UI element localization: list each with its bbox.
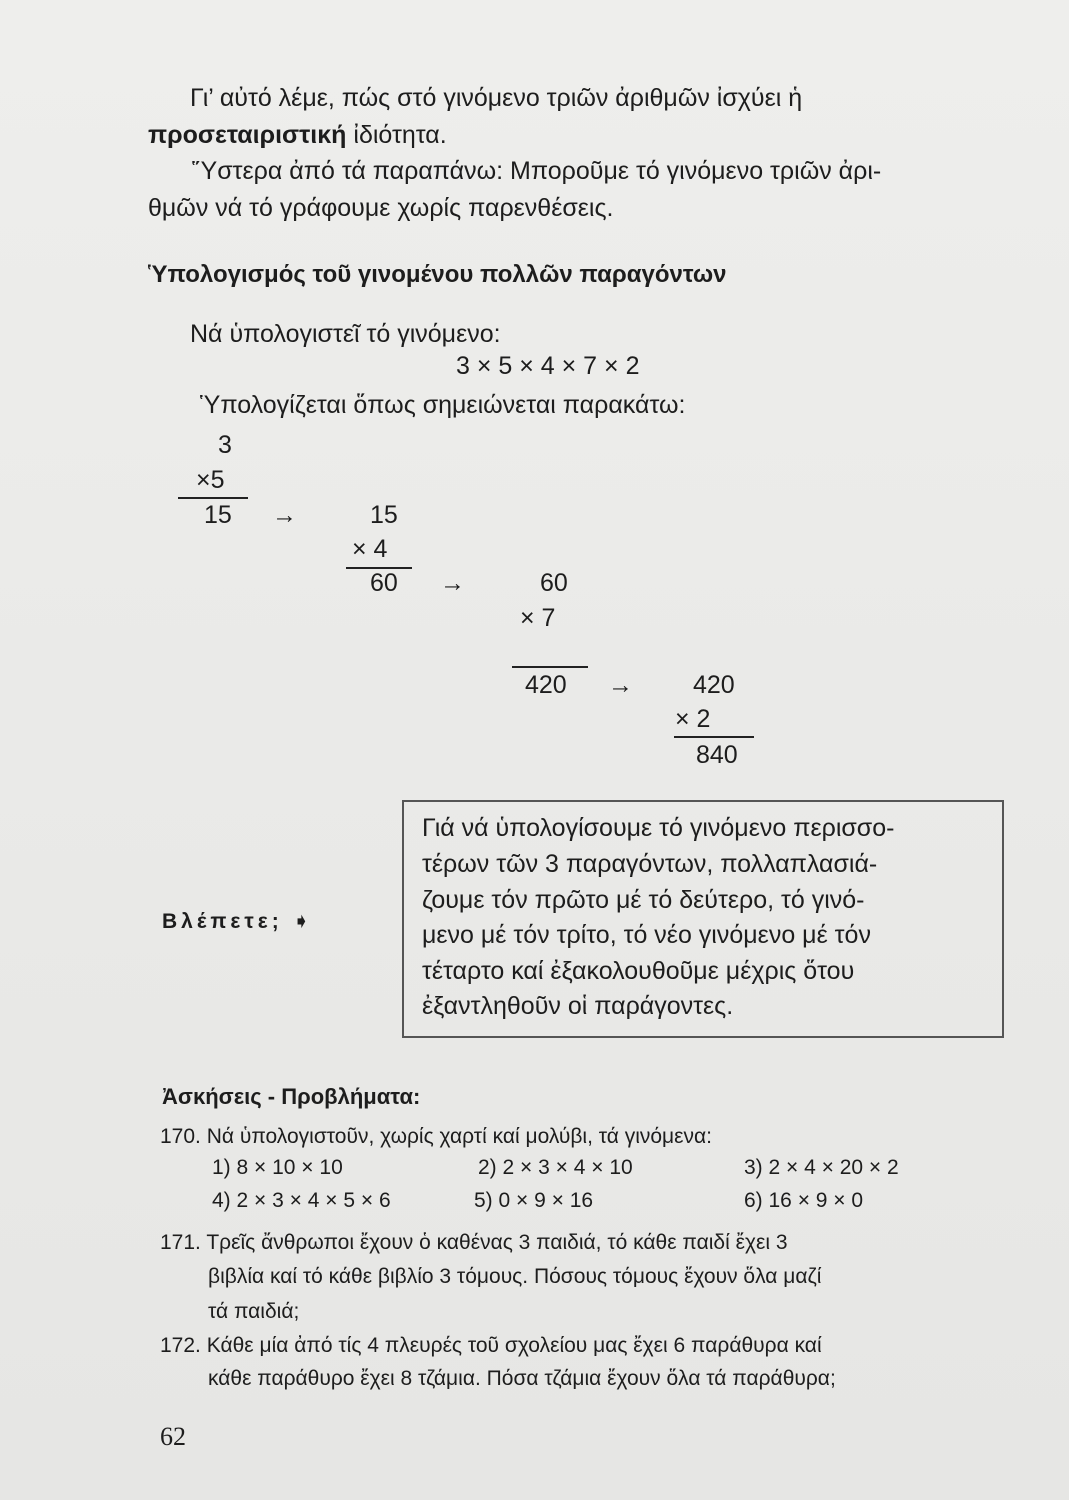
intro-line-2 (148, 117, 447, 153)
exercise-172-line-2: κάθε παράθυρο ἔχει 8 τζάμια. Πόσα τζάμια ἔχουν ὅλα τά παράθυρα; (208, 1367, 836, 1390)
pointer-icon: ➧ (292, 910, 315, 933)
rule-box-line-1: Γιά νά ὑπολογίσουμε τό γινόμενο περισσο- (422, 814, 895, 842)
rule-box-line-4: μενο μέ τόν τρίτο, τό νέο γινόμενο μέ τόν (422, 921, 871, 949)
intro-line-1: Γι’ αὐτό λέμε, πώς στό γινόμενο τριῶν ἀριθμῶν ἰσχύει ἡ (190, 84, 803, 112)
exercise-170-item-2: 2) 2 × 3 × 4 × 10 (478, 1156, 633, 1179)
method-text: Ὑπολογίζεται ὅπως σημειώνεται παρακάτω: (200, 391, 686, 419)
rule-box-line-5: τέταρτο καί ἐξακολουθοῦμε μέχρις ὅτου (422, 957, 855, 985)
calc-step3-result: 420 (525, 671, 567, 699)
exercise-171-line-3: τά παιδιά; (208, 1300, 300, 1323)
arrow-2: → (440, 569, 465, 597)
exercise-171-line-1: 171. Τρεῖς ἄνθρωποι ἔχουν ὁ καθένας 3 παιδιά, τό κάθε παιδί ἔχει 3 (160, 1231, 788, 1254)
calc-step2-result: 60 (370, 569, 398, 597)
task-text: Νά ὑπολογιστεῖ τό γινόμενο: (190, 320, 501, 348)
calc-step3-mult: × 7 (520, 604, 556, 632)
calc-step1-top: 3 (218, 431, 232, 459)
exercise-170-item-4: 4) 2 × 3 × 4 × 5 × 6 (212, 1189, 391, 1212)
product-expression: 3 × 5 × 4 × 7 × 2 (456, 352, 640, 380)
calc-step3-rule (512, 666, 588, 668)
see-label-text: Βλέπετε; (162, 910, 283, 933)
calc-step4-top: 420 (693, 671, 735, 699)
exercises-heading: Ἀσκήσεις - Προβλήματα: (162, 1084, 421, 1109)
rule-box-line-3: ζουμε τόν πρῶτο μέ τό δεύτερο, τό γινό- (422, 886, 865, 914)
calc-step1-rule (178, 497, 248, 499)
rule-box-line-6: ἐξαντληθοῦν οἱ παράγοντες. (422, 992, 734, 1020)
rule-box-line-2: τέρων τῶν 3 παραγόντων, πολλαπλασιά- (422, 850, 878, 878)
calc-step4-result: 840 (696, 741, 738, 769)
calc-step2-mult: × 4 (352, 535, 388, 563)
exercise-170-item-6: 6) 16 × 9 × 0 (744, 1189, 864, 1212)
exercise-170-text: 170. Νά ὑπολογιστοῦν, χωρίς χαρτί καί μολύβι, τά γινόμενα: (160, 1125, 712, 1148)
exercise-170-item-1: 1) 8 × 10 × 10 (212, 1156, 343, 1179)
calc-step1-mult: ×5 (196, 466, 225, 494)
calc-step2-top: 15 (370, 501, 398, 529)
exercise-170-item-5: 5) 0 × 9 × 16 (474, 1189, 594, 1212)
section-heading: Ὑπολογισμός τοῦ γινομένου πολλῶν παραγόντων (148, 261, 727, 288)
intro-line-4: θμῶν νά τό γράφουμε χωρίς παρενθέσεις. (148, 194, 614, 222)
intro-line-2-rest: ἰδιότητα. (346, 121, 447, 149)
see-label (162, 904, 314, 940)
page-number: 62 (160, 1422, 186, 1451)
calc-step3-top: 60 (540, 569, 568, 597)
exercise-170-item-3: 3) 2 × 4 × 20 × 2 (744, 1156, 899, 1179)
exercise-171-line-2: βιβλία καί τό κάθε βιβλίο 3 τόμους. Πόσους τόμους ἔχουν ὅλα μαζί (208, 1265, 822, 1288)
calc-step4-rule (674, 736, 754, 738)
arrow-1: → (272, 501, 297, 529)
calc-step4-mult: × 2 (675, 705, 711, 733)
rule-box (402, 800, 1004, 1038)
arrow-3: → (608, 671, 633, 699)
exercise-172-line-1: 172. Κάθε μία ἀπό τίς 4 πλευρές τοῦ σχολείου μας ἔχει 6 παράθυρα καί (160, 1334, 822, 1357)
intro-line-3: Ὕστερα ἀπό τά παραπάνω: Μποροῦμε τό γινόμενο τριῶν ἀρι- (192, 157, 882, 185)
intro-bold-term: προσεταιριστική (148, 121, 347, 149)
calc-step1-result: 15 (204, 501, 232, 529)
